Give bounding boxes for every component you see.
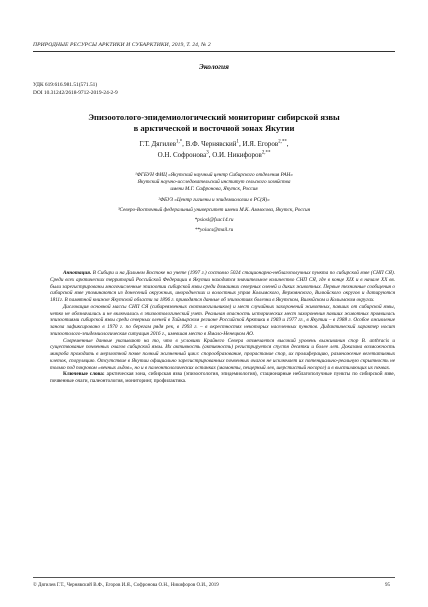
abstract [50,270,395,385]
affiliations [0,172,428,234]
author-name: , В.Ф. Чернявский [182,140,237,148]
footer-rule [33,577,395,578]
author-sup: 2,** [261,150,271,156]
abstract-paragraph: Современные данные указывают на то, что в условиях Крайнего Севера отмечается высокий уровень выживания спор B. anthracis и существование почвенных очагов сибирской язвы. Их активность (активность) регистрируется спустя десятки и более лет. Доказана возможность микроба проходить в мерзлотной почве полный жизненный цикл: спорообразование, прорастание спор, их пролиферацию, размножение вегетативных клеток, споруляцию. Отсутствие в Якутии официально зарегистрированных почвенных очагов не исключает их потенциально-реальную скрытность не только под покровом «вечных льдов», но и в палеонтологических останках (мамонты, пещерный лев, шерстистый носорог) и в выстилающих их почвах. [50,337,395,371]
udk-code: УДК 619:616.981.51(571.51) [33,82,98,88]
copyright-footer: © Дягилев Г.Т., Чернявский В.Ф., Егоров И.Я., Софронова О.Н., Никифоров О.И., 2019 [33,583,219,588]
authors-line [0,150,428,161]
author-sup: 2,** [278,139,287,145]
article-codes [33,81,118,97]
affiliation-line: ¹ФГБУН ФИЦ «Якутский научный центр Сибирского отделения РАН» [135,172,293,178]
author-sup: 1,* [176,139,183,145]
author-separator: , [286,140,289,148]
abstract-paragraph [50,270,395,304]
doi-code: DOI 10.31242/2618-9712-2019-24-2-9 [33,90,118,96]
author-sup: 1 [236,139,239,145]
keywords-paragraph [50,371,395,385]
affiliation-line: ²ФБУЗ «Центр гигиены и эпидемиологии в РС(Я)» [158,196,270,203]
page-number: 95 [385,583,390,588]
authors-line [0,139,428,150]
affiliation-line: Якутский научно-исследовательский институт сельского хозяйства [137,179,291,186]
title-line: в арктической и восточной зонах Якутии [133,122,295,133]
keywords-label: Ключевые слова: [63,371,105,378]
author-name: , О.И. Никифоров [208,151,262,159]
keywords-text: арктическая зона, сибирская язва (эпизоотология, эпидемиология), стационарные неблагополучные пункты по сибирской язве, почвенные очаги, палеонтология, мониторинг, профилактика. [50,371,396,384]
email-line[interactable]: **yoiucs@mail.ru [194,227,234,234]
article-title [0,112,428,133]
authors [0,139,428,161]
affiliation-line: ³Северо-Восточный федеральный университет имени М.К. Аммосова, Якутск, Россия [118,206,310,213]
author-name: Г.Т. Дягилев [139,140,177,148]
abstract-text: В Сибири и на Дальнем Востоке на учете (1997 г.) состояло 5024 стационарно-неблагополучных пункта по сибирской язве (СНП СЯ). Среди всех арктических территорий Российской Федерации в Якутии находится значительное количество СНП СЯ, где в конце XIX и в начале XX вв. были зарегистрированы многочисленные эпизоотии сибирской язвы среди домашних северных оленей и диких животных. Первые техничные сообщения о сибирской язве упоминаются из донесений окружных, инородческих и волостных управ Колымского, Верхоянского, Вилюйского округов и датируются 1811г. В памятной книжке Якутской области за 1896 г. приводятся данные об эпизоотиях болезни в Якутском, Вилюйском и Колымском округах. [50,270,395,303]
author-name: О.Н. Софронова [157,151,207,159]
title-line: Эпизоотолого-эпидемиологический мониторинг сибирской язвы [88,112,340,122]
author-sup: 3 [206,150,209,156]
author-name: , И.Я. Егоров [238,140,279,148]
affiliation-line: имени М.Г. Сафронова, Якутск, Россия [170,186,258,193]
email-line[interactable]: *psiosl@fsac14.ru [194,217,234,224]
abstract-label: Аннотация. [63,270,92,276]
section-title: Экология [199,62,229,71]
header-rule [33,51,395,52]
abstract-paragraph: Дислокация основной массы СНП СЯ (сибиреязвенных скотомогильников) и мест случайных захоронений животных, павших от сибирской язвы, четко не обозначались и не включались в эпизоотологический учет. Реальная опасность исторических мест захоронения павших животных проявилась эпизоотиями сибирской язвы среди северных оленей в Таймырском регионе Российской Арктики в 1969 и 1977 гг., в Якутии – в 1988 г. Особое оживление заноза зафиксировано в 1970 г. по берегам рядя рек, в 1993 г. – в окрестностях некоторых населенных пунктов. Дидактический характер носит эпизоотолого-эпидемиологическая ситуация 2016 г., имевшая место в Ямало-Ненецком АО. [50,303,395,337]
journal-header: ПРИРОДНЫЕ РЕСУРСЫ АРКТИКИ И СУБАРКТИКИ, 2019, Т. 24, № 2 [33,42,211,48]
